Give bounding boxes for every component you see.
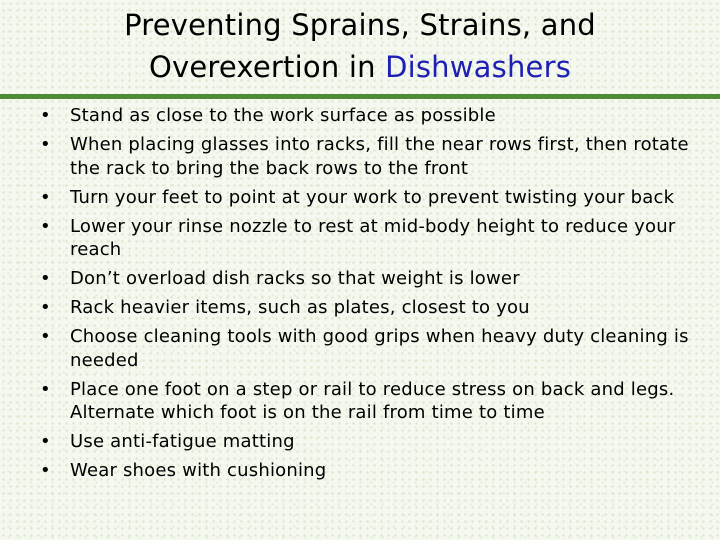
bullet-item	[40, 430, 700, 454]
bullet-text: Rack heavier items, such as plates, closest to you	[70, 297, 530, 318]
bullet-text: Choose cleaning tools with good grips when heavy duty cleaning is needed	[70, 326, 689, 371]
bullet-text: Lower your rinse nozzle to rest at mid-body height to reduce your reach	[70, 215, 676, 260]
bullet-item	[40, 215, 700, 262]
bullet-icon: •	[40, 268, 51, 289]
title-divider	[0, 94, 720, 99]
bullet-list	[40, 104, 700, 488]
slide-title	[0, 4, 720, 88]
bullet-text: Wear shoes with cushioning	[70, 460, 327, 481]
bullet-item	[40, 186, 700, 210]
bullet-item	[40, 104, 700, 128]
bullet-text: Don’t overload dish racks so that weight is lower	[70, 268, 520, 289]
bullet-item	[40, 378, 700, 425]
bullet-icon: •	[40, 326, 51, 347]
slide-title-accent: Dishwashers	[385, 50, 572, 84]
bullet-icon: •	[40, 431, 51, 452]
bullet-text: Place one foot on a step or rail to reduce stress on back and legs. Alternate which foot is on the rail from time to time	[70, 378, 675, 423]
bullet-text: Use anti-fatigue matting	[70, 431, 295, 452]
bullet-icon: •	[40, 378, 51, 400]
bullet-icon: •	[40, 186, 51, 208]
slide-title-line-2-text: Overexertion in	[148, 50, 386, 84]
bullet-icon: •	[40, 460, 51, 481]
bullet-icon: •	[40, 134, 51, 155]
bullet-text: Turn your feet to point at your work to prevent twisting your back	[70, 186, 675, 208]
bullet-item	[40, 267, 700, 291]
bullet-text: Stand as close to the work surface as possible	[70, 105, 496, 126]
bullet-item	[40, 296, 700, 320]
bullet-icon: •	[40, 215, 51, 237]
bullet-item	[40, 459, 700, 483]
bullet-item	[40, 325, 700, 372]
bullet-icon: •	[40, 297, 51, 318]
bullet-text: When placing glasses into racks, fill the near rows first, then rotate the rack to bring the back rows to the front	[70, 134, 689, 179]
slide-title-line-2	[0, 46, 720, 88]
slide-title-line-1: Preventing Sprains, Strains, and	[124, 8, 596, 42]
bullet-icon: •	[40, 105, 51, 126]
bullet-item	[40, 133, 700, 180]
